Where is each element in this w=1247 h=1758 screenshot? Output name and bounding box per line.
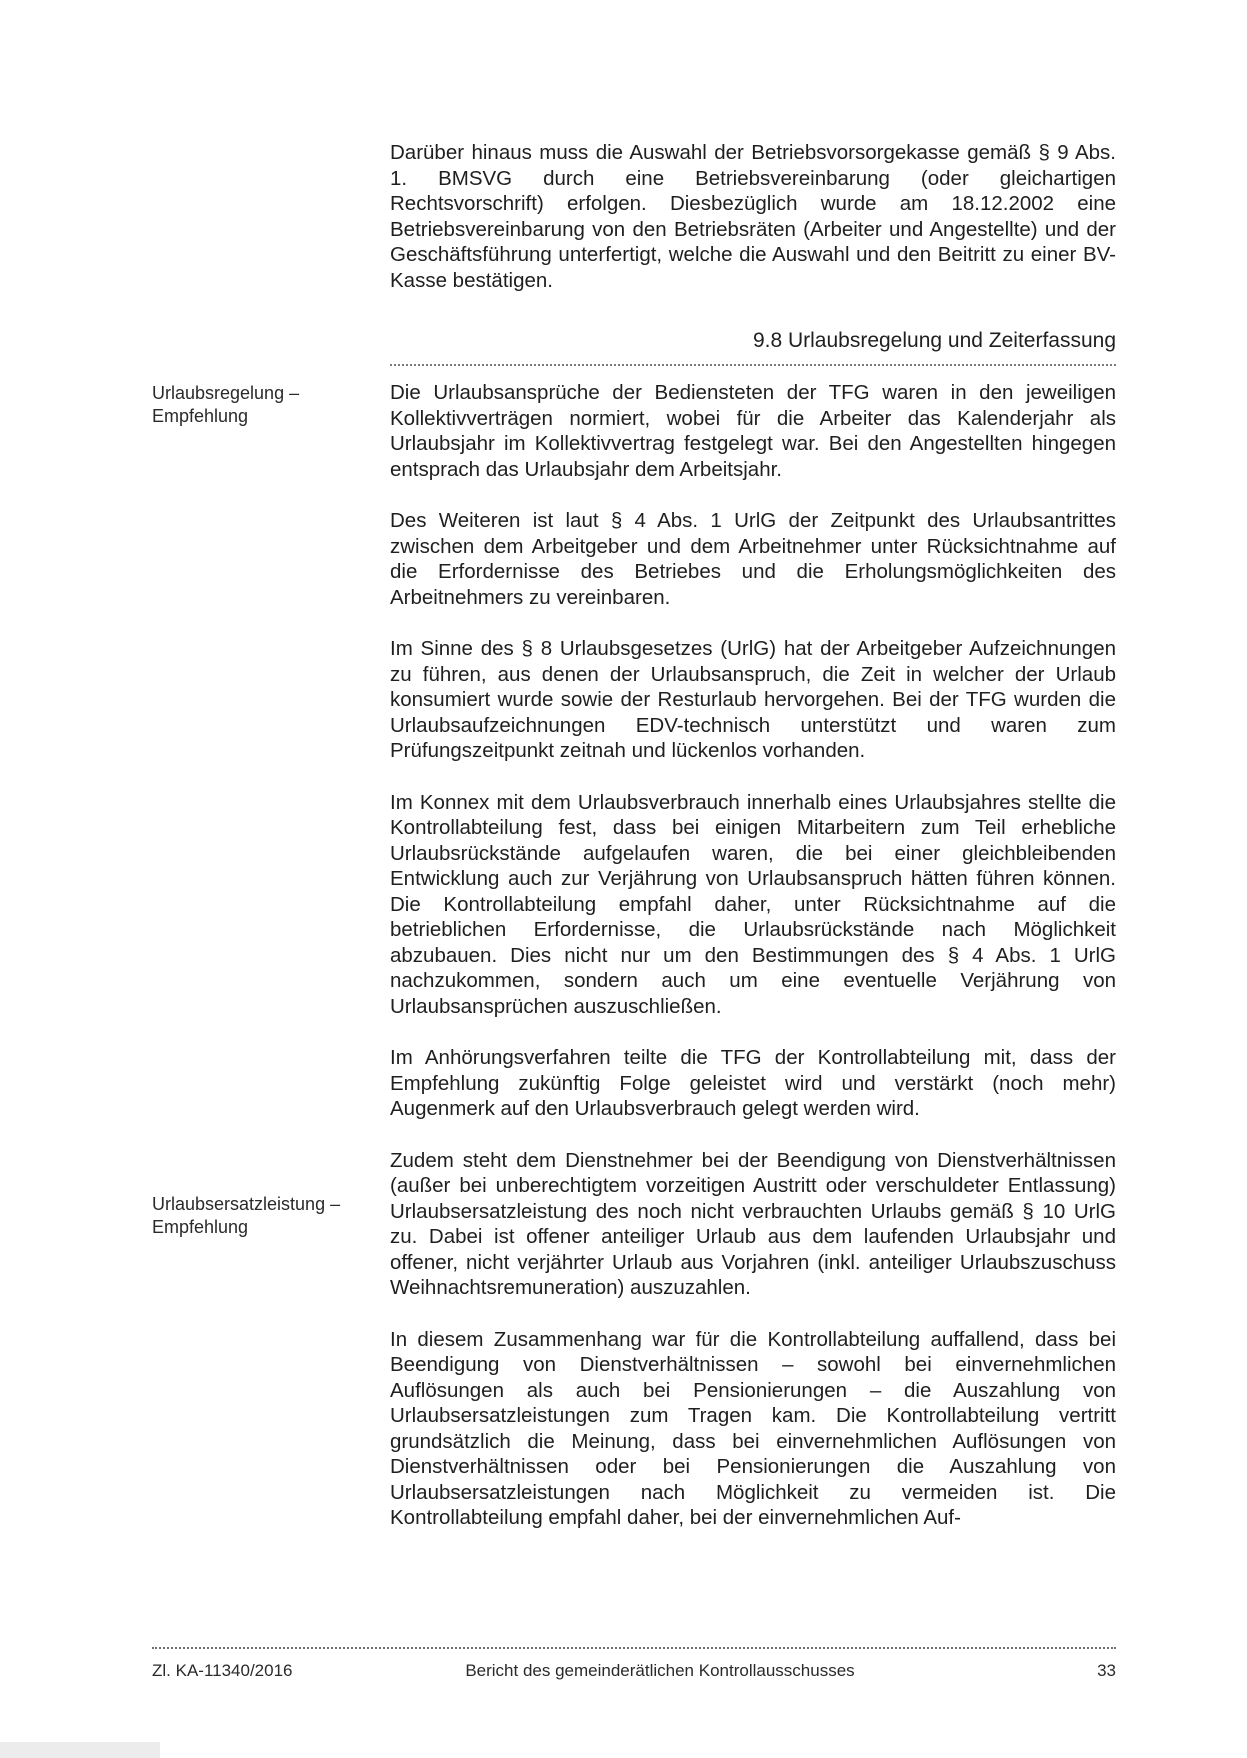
section-heading: 9.8 Urlaubsregelung und Zeiterfassung: [752, 329, 1116, 352]
paragraph: Zudem steht dem Dienstnehmer bei der Beendigung von Dienstverhältnissen (außer bei unberechtigtem vorzeitigen Austritt oder verschuldeter Entlassung) Urlaubsersatzleistung des noch nicht verbrauchten Urlaubs gemäß § 10 UrlG zu. Dabei ist offener anteiliger Urlaub aus dem laufenden Urlaubsjahr und offener, nicht verjährter Urlaub aus Vorjahren (inkl. anteiliger Urlaubszuschuss Weihnachtsremuneration) auszuzahlen.: [390, 1148, 1116, 1299]
paragraph: Im Anhörungsverfahren teilte die TFG der Kontrollabteilung mit, dass der Empfehlung zukünftig Folge geleistet wird und verstärkt (noch mehr) Augenmerk auf den Urlaubsverbrauch gelegt werden wird.: [390, 1046, 1116, 1120]
page-number: 33: [1097, 1661, 1116, 1680]
paragraph: Im Konnex mit dem Urlaubsverbrauch innerhalb eines Urlaubsjahres stellte die Kontrollabteilung fest, dass bei einigen Mitarbeitern zum Teil erhebliche Urlaubsrückstände aufgelaufen waren, die bei einer gleichbleibenden Entwicklung auch zur Verjährung von Urlaubsanspruch hätten führen können. Die Kontrollabteilung empfahl daher, unter Rücksichtnahme auf die betrieblichen Erfordernisse, die Urlaubsrückstände nach Möglichkeit abzubauen. Dies nicht nur um den Bestimmungen des § 4 Abs. 1 UrlG nachzukommen, sondern auch um eine eventuelle Verjährung von Urlaubsansprüchen auszuschließen.: [390, 790, 1116, 1018]
section-divider: [390, 364, 1116, 366]
paragraph: In diesem Zusammenhang war für die Kontrollabteilung auffallend, dass bei Beendigung von Dienstverhältnissen – sowohl bei einvernehmlichen Auflösungen als auch bei Pensionierungen – die Auszahlung von Urlaubsersatzleistungen zum Tragen kam. Die Kontrollabteilung vertritt grundsätzlich die Meinung, dass bei einvernehmlichen Auflösungen von Dienstverhältnissen oder bei Pensionierungen die Auszahlung von Urlaubsersatzleistungen nach Möglichkeit zu vermeiden ist. Die Kontrollabteilung empfahl daher, bei der einvernehmlichen Auf-: [390, 1327, 1116, 1529]
paragraph: Im Sinne des § 8 Urlaubsgesetzes (UrlG) hat der Arbeitgeber Aufzeichnungen zu führen, aus denen der Urlaubsanspruch, die Zeit in welcher der Urlaub konsumiert wurde sowie der Resturlaub hervorgehen. Bei der TFG wurden die Urlaubsaufzeichnungen EDV-technisch unterstützt und waren zum Prüfungszeitpunkt zeitnah und lückenlos vorhanden.: [390, 637, 1116, 762]
paragraph: Die Urlaubsansprüche der Bediensteten der TFG waren in den jeweiligen Kollektivverträgen normiert, wobei für die Arbeiter das Kalenderjahr als Urlaubsjahr im Kollektivvertrag festgelegt war. Bei den Angestellten hingegen entsprach das Urlaubsjahr dem Arbeitsjahr.: [390, 381, 1116, 481]
margin-note-urlaubsregelung: Urlaubsregelung – Empfehlung: [152, 383, 300, 426]
footer-divider: [152, 1647, 1116, 1649]
main-text-column: [390, 380, 1116, 1557]
paragraph: Des Weiteren ist laut § 4 Abs. 1 UrlG der Zeitpunkt des Urlaubsantrittes zwischen dem Arbeitgeber und dem Arbeitnehmer unter Rücksichtnahme auf die Erfordernisse des Betriebes und die Erholungsmöglichkeiten des Arbeitnehmers zu vereinbaren.: [390, 509, 1116, 609]
footer-report-title: Bericht des gemeinderätlichen Kontrollausschusses: [465, 1661, 855, 1680]
margin-note-urlaubsersatzleistung: Urlaubsersatzleistung – Empfehlung: [152, 1194, 341, 1237]
scan-edge-shadow: [0, 1742, 160, 1758]
footer-file-number: Zl. KA-11340/2016: [152, 1661, 293, 1680]
intro-paragraph: Darüber hinaus muss die Auswahl der Betriebsvorsorgekasse gemäß § 9 Abs. 1. BMSVG durch eine Betriebsvereinbarung (oder gleichartigen Rechtsvorschrift) erfolgen. Diesbezüglich wurde am 18.12.2002 eine Betriebsvereinbarung von den Betriebsräten (Arbeiter und Angestellte) und der Geschäftsführung unterfertigt, welche die Auswahl und den Beitritt zu einer BV-Kasse bestätigen.: [390, 141, 1116, 292]
